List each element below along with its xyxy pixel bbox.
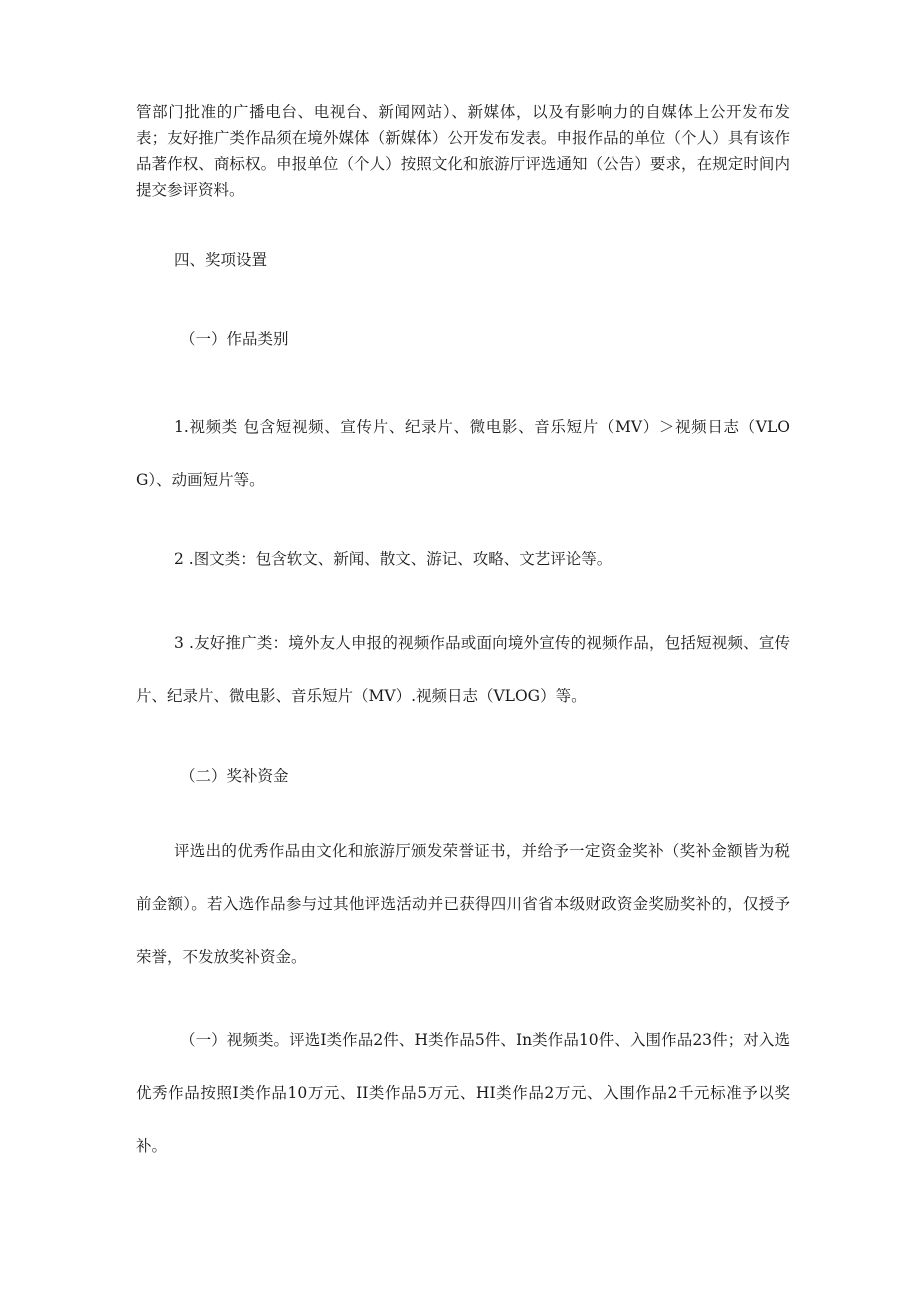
- list-item-video-category: 1.视频类 包含短视频、宣传片、纪录片、微电影、音乐短片（MV）＞视频日志（VLOG）、动画短片等。: [136, 418, 790, 489]
- subsection-heading-categories: （一）作品类别: [180, 330, 289, 348]
- funding-paragraph: 评选出的优秀作品由文化和旅游厅颁发荣誉证书，并给予一定资金奖补（奖补金额皆为税前金额）。若入选作品参与过其他评选活动并已获得四川省省本级财政资金奖励奖补的，仅授予荣誉，不发放奖补资金。: [136, 842, 790, 966]
- list-item-promotion-category: 3 .友好推广类：境外友人申报的视频作品或面向境外宣传的视频作品，包括短视频、宣传片、纪录片、微电影、音乐短片（MV）.视频日志（VLOG）等。: [136, 634, 790, 705]
- subsection-heading-funding: （二）奖补资金: [180, 767, 289, 785]
- video-award-paragraph: （一）视频类。评选I类作品2件、H类作品5件、In类作品10件、入围作品23件；对入选优秀作品按照I类作品10万元、II类作品5万元、HI类作品2万元、入围作品2千元标准予以奖补。: [136, 1031, 790, 1155]
- intro-paragraph: 管部门批准的广播电台、电视台、新闻网站）、新媒体，以及有影响力的自媒体上公开发布发表；友好推广类作品须在境外媒体（新媒体）公开发布发表。申报作品的单位（个人）具有该作品著作权、商标权。申报单位（个人）按照文化和旅游厅评选通知（公告）要求，在规定时间内提交参评资料。: [136, 103, 790, 199]
- list-item-graphic-category: 2 .图文类：包含软文、新闻、散文、游记、攻略、文艺评论等。: [174, 550, 613, 568]
- section-heading-awards: 四、奖项设置: [174, 251, 268, 269]
